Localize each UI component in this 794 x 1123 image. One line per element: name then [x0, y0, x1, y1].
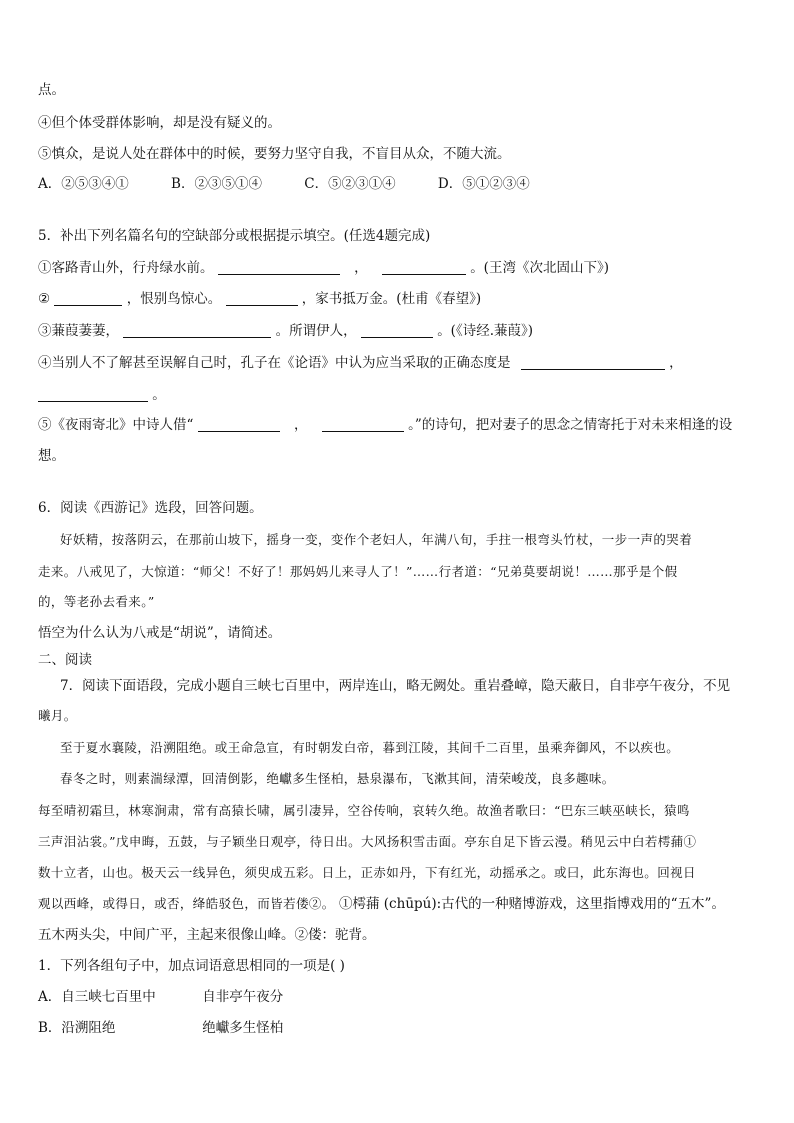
q7-paragraph-4-line-4	[38, 894, 758, 914]
q5-l3-source: 。(《诗经.蒹葭》)	[437, 323, 534, 339]
option-a-right: 自非亭午夜分	[202, 989, 284, 1005]
answer-blank	[123, 322, 271, 338]
q5-line-4	[38, 353, 758, 373]
q5-l3-mid: 。所谓伊人，	[275, 323, 357, 339]
q4-continuation: 点。	[38, 82, 65, 98]
q7-paragraph-2: 至于夏水襄陵，沿溯阻绝。或王命急宣，有时朝发白帝，暮到江陵，其间千二百里，虽乘奔御风，不以疾也。	[60, 740, 680, 755]
footnote-1: ①樗蒱 (chūpú):古代的一种赌博游戏，这里指博戏用的“五木”。	[339, 896, 725, 912]
option-a-left: A．自三峡七百里中	[38, 989, 156, 1005]
q4-item-5: ⑤慎众，是说人处在群体中的时候，要努力坚守自我，不盲目从众，不随大流。	[38, 146, 511, 162]
q5-line-5	[38, 415, 758, 435]
q4-option-a: A．②⑤③④①	[38, 176, 129, 192]
answer-blank	[361, 322, 433, 338]
answer-blank	[198, 416, 280, 432]
q4-item-4: ④但个体受群体影响，却是没有疑义的。	[38, 115, 281, 131]
answer-blank	[54, 290, 122, 306]
q6-passage-line-3: 的，等老孙去看来。”	[38, 594, 155, 609]
q7-paragraph-4-line-3: 数十立者，山也。极天云一线异色，须臾成五彩。日上，正赤如丹，下有红光，动摇承之。或曰，此东海也。回视日	[38, 865, 696, 880]
answer-blank	[218, 259, 340, 275]
q7-paragraph-4-line-1: 每至晴初霜旦，林寒涧肃，常有高猿长啸，属引凄异，空谷传响，哀转久绝。故渔者歌曰：“巴东三峡巫峡长，猿鸣	[38, 803, 690, 818]
q4-option-c: C．⑤②③①④	[304, 176, 396, 192]
q5-title: 5．补出下列名篇名句的空缺部分或根据提示填空。(任选4题完成)	[38, 228, 431, 244]
answer-blank	[382, 259, 466, 275]
q5-l4-text: ④当别人不了解甚至误解自己时，孔子在《论语》中认为应当采取的正确态度是	[38, 355, 511, 371]
answer-blank	[226, 290, 298, 306]
q4-option-b: B．②③⑤①④	[171, 176, 262, 192]
answer-blank	[38, 386, 148, 402]
q7-text: 7．阅读下面语段，完成小题自三峡七百里中，两岸连山，略无阙处。重岩叠嶂，隐天蔽日，自非亭午夜分，不见	[60, 678, 731, 694]
answer-blank	[521, 354, 665, 370]
option-b-left: B．沿溯阻绝	[38, 1020, 116, 1036]
sub-question-1: 1．下列各组句子中，加点词语意思相同的一项是( )	[38, 958, 345, 974]
q6-passage-line-2: 走来。八戒见了，大惊道：“师父！不好了！那妈妈儿来寻人了！”……行者道：“兄弟莫要胡说！……那乎是个假	[38, 564, 678, 579]
q5-line-5-cont: 想。	[38, 448, 65, 464]
q4-option-d: D．⑤①②③④	[437, 176, 530, 192]
q6-question: 悟空为什么认为八戒是“胡说”，请简述。	[38, 625, 282, 641]
q5-l2-source: ，家书抵万金。(杜甫《春望》)	[301, 291, 482, 307]
q4-options	[38, 174, 758, 194]
q7-line-1	[60, 676, 758, 696]
q5-l5-comma: ，	[294, 417, 308, 433]
option-b-right: 绝巘多生怪柏	[202, 1020, 284, 1036]
q7-paragraph-3: 春冬之时，则素湍绿潭，回清倒影，绝巘多生怪柏，悬泉瀑布，飞漱其间，清荣峻茂，良多趣味。	[60, 771, 615, 786]
q7-line-2: 曦月。	[38, 708, 77, 723]
answer-blank	[322, 416, 404, 432]
q5-line-1	[38, 258, 758, 278]
q7-text-end: 观以西峰，或得日，或否，绛皓驳色，而皆若偻②。	[38, 896, 335, 911]
q5-l2-num: ②	[38, 291, 51, 307]
q5-l1-text: ①客路青山外，行舟绿水前。	[38, 260, 214, 276]
q7-paragraph-4-line-2: 三声泪沾裳。”戊申晦，五鼓，与子颖坐日观亭，待日出。大风扬积雪击面。亭东自足下皆云漫。稍见云中白若樗蒱①	[38, 834, 697, 849]
q5-l1-comma: ，	[354, 260, 368, 276]
q5-l1-source: 。(王湾《次北固山下》)	[470, 260, 609, 276]
sub1-option-b	[38, 1018, 758, 1038]
q5-l4-comma: ，	[669, 355, 683, 371]
sub1-option-a	[38, 987, 758, 1007]
q5-line-3	[38, 321, 758, 341]
q5-line-4-cont	[38, 385, 758, 405]
q5-l5-rest: 。”的诗句，把对妻子的思念之情寄托于对未来相逢的设	[408, 417, 733, 433]
section-title: 二、阅读	[38, 652, 92, 668]
q5-l4-end: 。	[152, 387, 166, 403]
q5-l5-text: ⑤《夜雨寄北》中诗人借“	[38, 417, 194, 433]
q5-l2-text: ，恨别鸟惊心。	[126, 291, 222, 307]
q5-l3-text: ③蒹葭萋萋，	[38, 323, 119, 339]
q6-title: 6．阅读《西游记》选段，回答问题。	[38, 500, 263, 516]
footnote-2: 五木两头尖，中间广平，主起来很像山峰。②偻：驼背。	[38, 927, 376, 943]
q5-line-2	[38, 289, 758, 309]
q6-passage-line-1: 好妖精，按落阴云，在那前山坡下，摇身一变，变作个老妇人，年满八旬，手拄一根弯头竹杖，一步一声的哭着	[60, 532, 693, 547]
